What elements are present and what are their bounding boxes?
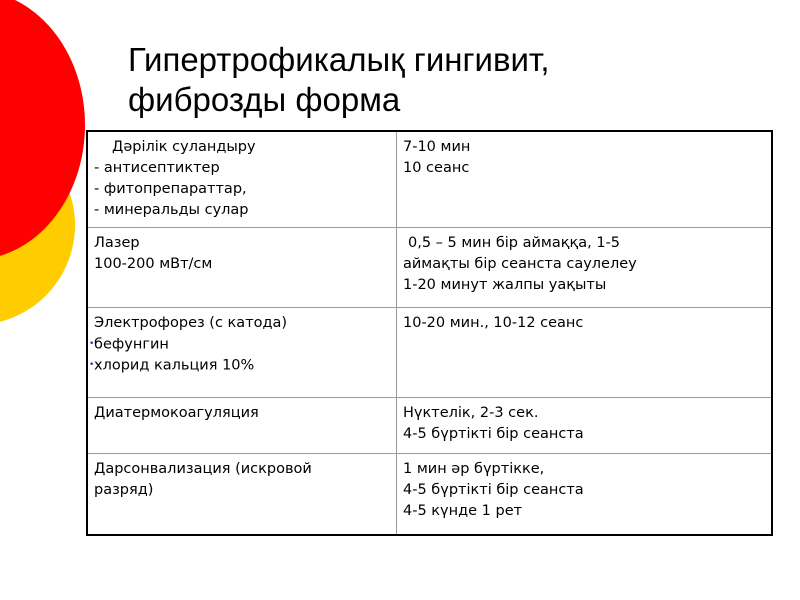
table-row — [87, 397, 772, 453]
cell-line: Дарсонвализация (искровой — [94, 460, 312, 477]
table-row — [87, 453, 772, 535]
table-cell — [397, 227, 773, 307]
slide-title — [128, 40, 550, 120]
cell-line: 1 мин әр бүртікке, — [403, 460, 545, 477]
table-cell — [87, 453, 397, 535]
table-cell — [87, 131, 397, 227]
treatment-table — [86, 130, 773, 536]
table-cell — [87, 307, 397, 397]
cell-line: хлорид кальция 10% — [94, 357, 255, 374]
cell-line: 100-200 мВт/см — [94, 255, 213, 272]
table-cell — [397, 131, 773, 227]
cell-line: 1-20 минут жалпы уақыты — [403, 276, 607, 293]
table-row — [87, 227, 772, 307]
cell-line: 4-5 бүртікті бір сеанста — [403, 481, 584, 498]
cell-line: Диатермокоагуляция — [94, 404, 259, 421]
cell-line: Электрофорез (с катода) — [94, 314, 288, 331]
table-row — [87, 131, 772, 227]
cell-line: разряд) — [94, 481, 154, 498]
table-cell — [397, 307, 773, 397]
cell-line: - фитопрепараттар, — [94, 181, 247, 197]
table-cell — [87, 397, 397, 453]
table-row — [87, 307, 772, 397]
cell-line: аймақты бір сеанста саулелеу — [403, 255, 637, 272]
cell-line: бефунгин — [94, 336, 169, 352]
bullet-icon: • — [89, 360, 95, 370]
cell-line: 10-20 мин., 10-12 сеанс — [403, 314, 584, 331]
title-line-1: Гипертрофикалық гингивит, — [128, 41, 550, 78]
cell-line: 4-5 бүртікті бір сеанста — [403, 425, 584, 442]
cell-line: 10 сеанс — [403, 160, 470, 176]
title-line-2: фиброзды форма — [128, 81, 401, 118]
cell-line: - антисептиктер — [94, 160, 220, 176]
cell-line: 0,5 – 5 мин бір аймаққа, 1-5 — [408, 234, 621, 251]
table-cell — [397, 453, 773, 535]
table-cell — [397, 397, 773, 453]
cell-line: - минеральды сулар — [94, 202, 249, 218]
cell-line: Дәрілік суландыру — [112, 139, 256, 155]
cell-line: Нүктелік, 2-3 сек. — [403, 404, 539, 421]
cell-line: 4-5 күнде 1 рет — [403, 502, 523, 519]
table-cell — [87, 227, 397, 307]
cell-line: Лазер — [94, 234, 140, 251]
bullet-icon: • — [89, 338, 95, 349]
cell-line: 7-10 мин — [403, 139, 471, 155]
